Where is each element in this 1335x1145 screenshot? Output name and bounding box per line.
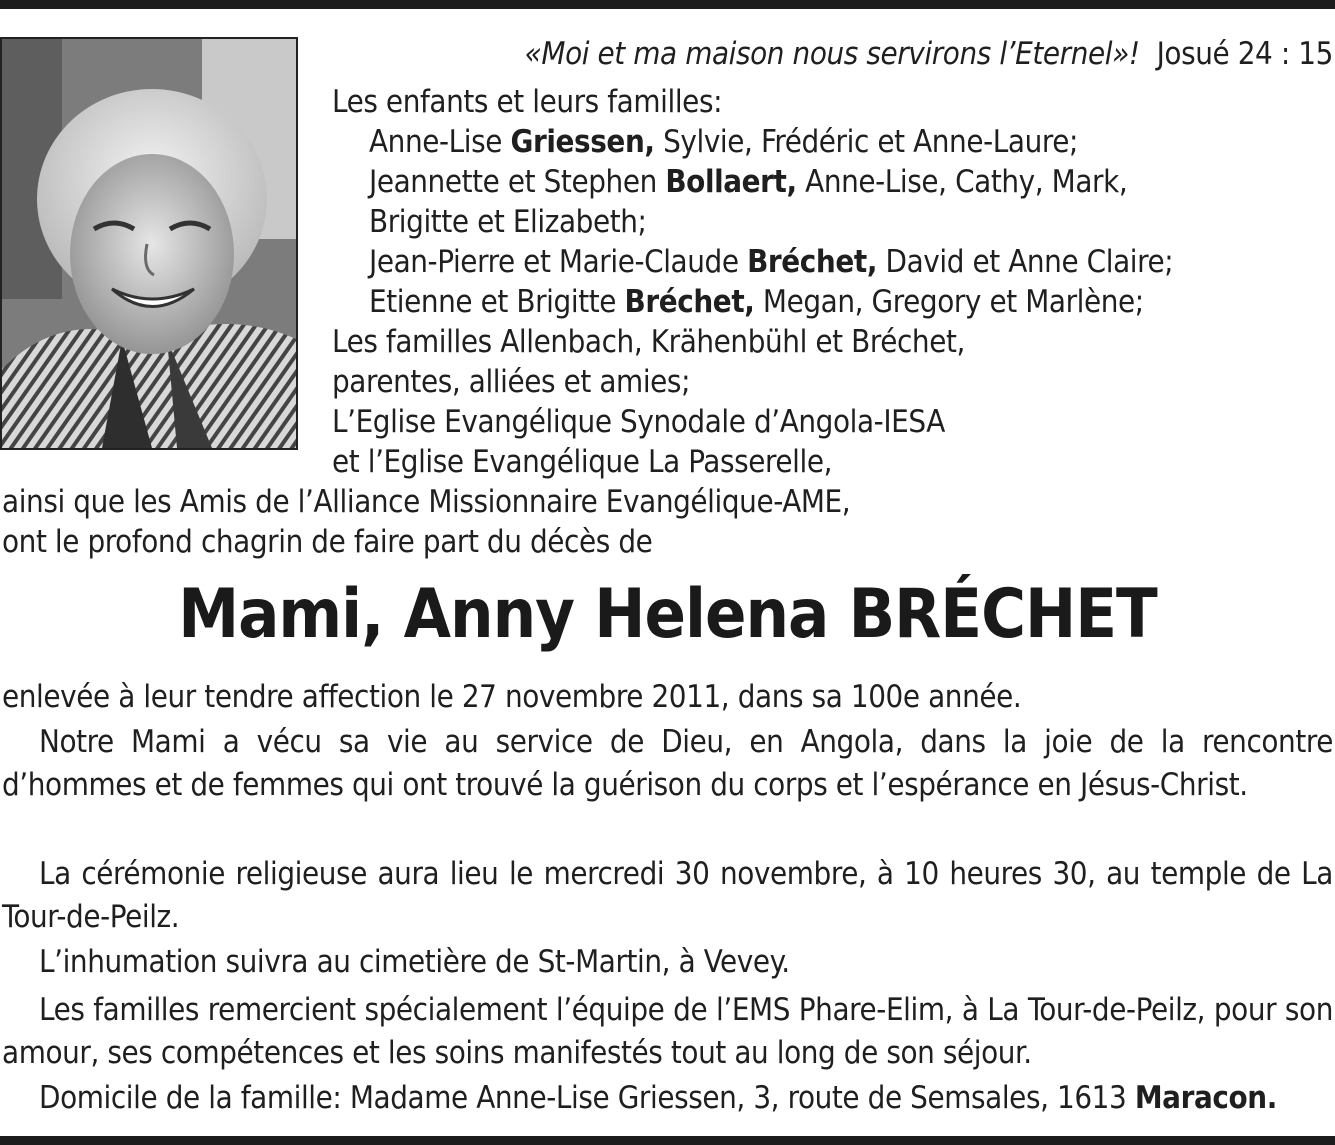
- family-member-text: Jean-Pierre et Marie-Claude: [369, 244, 748, 280]
- bottom-rule: [0, 1136, 1335, 1145]
- top-rule: [0, 0, 1335, 9]
- family-member-text: Jeannette et Stephen: [369, 164, 666, 200]
- family-member-text: Brigitte et Elizabeth;: [369, 204, 647, 240]
- family-member-text: Anne-Lise: [369, 124, 511, 160]
- death-notice-line: enlevée à leur tendre affection le 27 novembre 2011, dans sa 100e année.: [2, 679, 1022, 715]
- family-member: [369, 122, 1078, 162]
- family-member-text: Etienne et Brigitte: [369, 284, 625, 320]
- family-member: [369, 282, 1144, 322]
- epigraph-quote: «Moi et ma maison nous servirons l’Eternel»!: [524, 36, 1140, 72]
- domicile-town: Maracon.: [1134, 1080, 1277, 1116]
- family-member-surname: Griessen,: [510, 124, 655, 160]
- family-member-surname: Bréchet,: [747, 244, 878, 280]
- epigraph-reference: Josué 24 : 15: [1156, 36, 1333, 72]
- portrait-photo: [0, 37, 298, 450]
- family-member-text: Anne-Lise, Cathy, Mark,: [796, 164, 1128, 200]
- family-member: [369, 162, 1127, 202]
- body-paragraph: Les familles remercient spécialement l’équipe de l’EMS Phare-Elim, à La Tour-de-Peilz, pour son amour, ses compétences et les soins manifestés tout au long de son séjour.: [2, 992, 1333, 1071]
- family-member: [369, 202, 647, 242]
- family-member-surname: Bréchet,: [624, 284, 755, 320]
- family-member-surname: Bollaert,: [665, 164, 797, 200]
- portrait-image: [2, 39, 296, 448]
- deceased-name: Mami, Anny Helena BRÉCHET: [178, 575, 1157, 654]
- family-member-text: Megan, Gregory et Marlène;: [754, 284, 1144, 320]
- family-intro: Les enfants et leurs familles:: [332, 84, 723, 120]
- domicile-text: Domicile de la famille: Madame Anne-Lise Griessen, 3, route de Semsales, 1613: [39, 1080, 1135, 1116]
- other-mourners-line: Les familles Allenbach, Krähenbühl et Bréchet,: [332, 324, 965, 360]
- epigraph: [525, 34, 1333, 74]
- body-paragraph: La cérémonie religieuse aura lieu le mercredi 30 novembre, à 10 heures 30, au temple de La Tour-de-Peilz.: [2, 856, 1333, 935]
- domicile-line: [2, 1077, 1333, 1120]
- other-mourners-line: L’Eglise Evangélique Synodale d’Angola-IESA: [332, 404, 945, 440]
- other-mourners-line: et l’Eglise Evangélique La Passerelle,: [332, 444, 833, 480]
- body-paragraph: L’inhumation suivra au cimetière de St-Martin, à Vevey.: [39, 944, 790, 980]
- full-width-line: ainsi que les Amis de l’Alliance Missionnaire Evangélique-AME,: [2, 484, 851, 520]
- family-member-text: David et Anne Claire;: [877, 244, 1174, 280]
- full-width-line: ont le profond chagrin de faire part du décès de: [2, 524, 653, 560]
- other-mourners-line: parentes, alliées et amies;: [332, 364, 691, 400]
- family-member: [369, 242, 1173, 282]
- body-paragraph: Notre Mami a vécu sa vie au service de Dieu, en Angola, dans la joie de la rencontre d’hommes et de femmes qui ont trouvé la guérison du corps et l’espérance en Jésus-Christ.: [2, 724, 1333, 803]
- family-member-text: Sylvie, Frédéric et Anne-Laure;: [654, 124, 1079, 160]
